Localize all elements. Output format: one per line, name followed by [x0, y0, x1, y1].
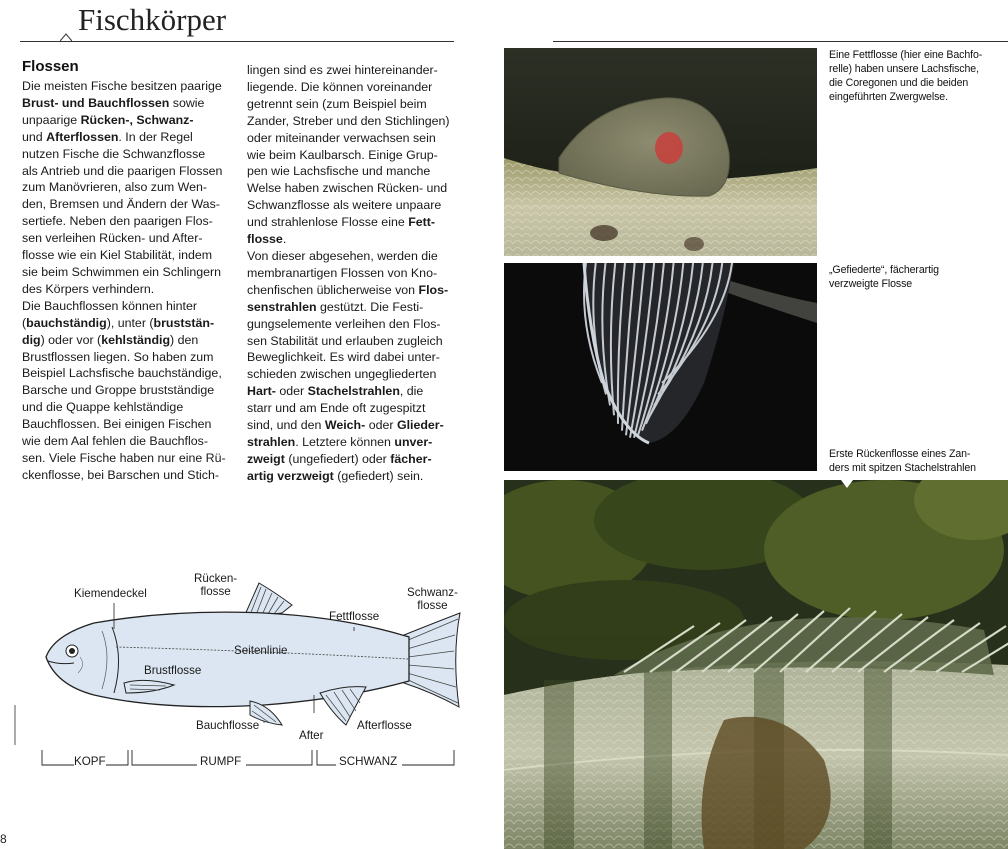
- text-run: des Körpers verhindern.: [22, 281, 155, 296]
- text-line: [22, 264, 237, 281]
- caption-line: eingeführten Zwergwelse.: [829, 91, 948, 103]
- text-run: Beweglichkeit. Es wird dabei unter-: [247, 350, 440, 365]
- text-line: [22, 315, 237, 332]
- text-line: [22, 230, 237, 247]
- text-run: Die meisten Fische besitzen paarige: [22, 79, 222, 93]
- text-line: [22, 179, 237, 196]
- caption-line: ders mit spitzen Stachelstrahlen: [829, 462, 976, 474]
- bold-term: Glieder-: [396, 418, 444, 433]
- text-line: [22, 467, 237, 484]
- text-line: [247, 147, 462, 164]
- bold-term: Flos-: [418, 282, 449, 297]
- text-line: [22, 146, 237, 163]
- header-notch: [60, 32, 72, 44]
- text-run: ) oder vor (: [40, 332, 102, 347]
- photo-zander-dorsal-fin: [504, 480, 1008, 849]
- label-anal-fin: Afterflosse: [357, 719, 412, 732]
- text-run: . In der Regel: [118, 129, 193, 144]
- text-run: , die: [399, 384, 424, 399]
- text-line: [247, 468, 462, 485]
- page-number: 8: [0, 832, 7, 846]
- text-run: (: [22, 315, 27, 330]
- text-line: [247, 265, 462, 282]
- bold-term: senstrahlen: [247, 299, 317, 314]
- text-run: Von dieser abgesehen, werden die: [247, 248, 438, 263]
- text-line: [22, 450, 237, 467]
- bold-term: Hart-: [247, 384, 276, 399]
- label-caudal-fin: Schwanz- flosse: [407, 586, 458, 612]
- text-run: oder: [275, 384, 308, 399]
- text-run: .: [282, 232, 287, 247]
- text-run: als Antrieb und die paarigen Flossen: [22, 163, 223, 178]
- bold-term: Rücken-, Schwanz-: [80, 112, 194, 127]
- label-pelvic-fin: Bauchflosse: [196, 719, 260, 732]
- text-run: schieden zwischen ungegliederten: [247, 367, 437, 382]
- bold-term: bruststän-: [153, 315, 215, 330]
- text-run: (ungefiedert) oder: [284, 451, 391, 466]
- text-line: [22, 332, 237, 349]
- text-run: oder: [365, 418, 397, 433]
- caption-pointer: [817, 270, 827, 280]
- text-line: [247, 130, 462, 147]
- caption-zander-fin: [829, 447, 976, 475]
- text-run: den, Bremsen und Ändern der Was-: [22, 197, 220, 212]
- bold-term: Brust- und Bauchflossen: [22, 95, 170, 110]
- text-column-1: [22, 78, 237, 484]
- bold-term: Fett-: [408, 215, 436, 230]
- text-run: Welse haben zwischen Rücken- und: [247, 181, 448, 196]
- bold-term: dig: [22, 332, 41, 347]
- text-line: [22, 298, 237, 315]
- bold-term: Weich-: [324, 418, 366, 433]
- bold-term: flosse: [247, 232, 283, 247]
- text-run: . Letztere können: [295, 434, 395, 449]
- text-run: sen verleihen Rücken- und After-: [22, 231, 203, 246]
- text-run: oder miteinander verwachsen sein: [247, 130, 436, 145]
- label-dorsal-fin: Rücken- flosse: [194, 572, 238, 598]
- text-run: und: [22, 129, 47, 144]
- text-run: ) den: [170, 332, 199, 347]
- text-line: [22, 213, 237, 230]
- text-run: sertiefe. Neben den paarigen Flos-: [22, 214, 213, 229]
- text-line: [247, 163, 462, 180]
- text-line: [247, 282, 462, 299]
- text-run: ckenflosse, bei Barschen und Stich-: [22, 467, 219, 482]
- text-line: [22, 416, 237, 433]
- label-pectoral-fin: Brustflosse: [144, 664, 202, 677]
- text-run: Die Bauchflossen können hinter: [22, 298, 197, 313]
- caption-line: „Gefiederte“, fächerartig: [829, 264, 939, 276]
- text-line: [247, 417, 462, 434]
- text-run: starr und am Ende oft zugespitzt: [247, 401, 426, 416]
- text-run: und die Quappe kehlständige: [22, 400, 184, 415]
- text-line: [247, 248, 462, 265]
- text-line: [247, 180, 462, 197]
- photo-feathered-fin: [504, 263, 817, 471]
- text-run: Brustflossen liegen. So haben zum: [22, 349, 214, 364]
- text-line: [247, 349, 462, 366]
- text-run: gestützt. Die Festi-: [316, 299, 424, 314]
- caption-adipose-fin: [829, 48, 982, 104]
- label-gill-cover: Kiemendeckel: [74, 587, 147, 600]
- text-line: [247, 62, 462, 79]
- text-run: nutzen Fische die Schwanzflosse: [22, 146, 206, 161]
- text-line: [247, 383, 462, 400]
- text-line: [247, 299, 462, 316]
- text-line: [22, 129, 237, 146]
- text-run: sie beim Schwimmen ein Schlingern: [22, 264, 222, 279]
- photo-adipose-fin: [504, 48, 817, 256]
- text-run: wie beim Kaulbarsch. Einige Grup-: [247, 147, 438, 162]
- text-run: sen. Viele Fische haben nur eine Rü-: [22, 450, 226, 465]
- text-run: flosse wie ein Kiel Stabilität, indem: [22, 248, 213, 263]
- text-run: Barsche und Groppe brustständige: [22, 383, 215, 398]
- text-line: [247, 400, 462, 417]
- text-run: chenfischen üblicherweise von: [247, 282, 419, 297]
- text-line: [22, 196, 237, 213]
- caption-line: verzweigte Flosse: [829, 278, 913, 290]
- caption-line: relle) haben unsere Lachsfische,: [829, 63, 979, 75]
- text-line: [22, 433, 237, 450]
- text-run: lingen sind es zwei hintereinander-: [247, 63, 438, 77]
- text-run: pen wie Lachsfische und manche: [247, 164, 431, 179]
- text-run: (gefiedert) sein.: [333, 468, 424, 483]
- text-line: [247, 96, 462, 113]
- text-run: sen Stabilität und erlauben zugleich: [247, 333, 443, 348]
- text-line: [247, 113, 462, 130]
- text-line: [247, 79, 462, 96]
- header-rule-right: [553, 41, 1008, 42]
- text-line: [247, 316, 462, 333]
- label-anus: After: [299, 729, 324, 742]
- text-line: [22, 78, 237, 95]
- text-line: [22, 112, 237, 129]
- text-run: und strahlenlose Flosse eine: [247, 215, 409, 230]
- text-run: zum Manövrieren, also zum Wen-: [22, 180, 208, 195]
- text-run: Beispiel Lachsfische bauchständige,: [22, 366, 222, 381]
- bold-term: kehlständig: [101, 332, 171, 347]
- bold-term: bauchständig: [26, 315, 107, 330]
- region-tail: SCHWANZ: [339, 755, 398, 768]
- caption-line: die Coregonen und die beiden: [829, 77, 969, 89]
- bold-term: Afterflossen: [46, 129, 119, 144]
- fish-anatomy-diagram: [14, 565, 484, 780]
- bold-term: fächer-: [390, 451, 432, 466]
- text-line: [22, 163, 237, 180]
- text-line: [247, 214, 462, 231]
- header-rule-left: [20, 41, 454, 42]
- caudal-fin: [404, 613, 460, 707]
- text-line: [22, 399, 237, 416]
- text-run: getrennt sein (zum Beispiel beim: [247, 96, 427, 111]
- caption-pointer: [817, 60, 827, 70]
- section-heading: Flossen: [22, 58, 79, 75]
- text-line: [247, 451, 462, 468]
- text-line: [22, 365, 237, 382]
- text-run: Zander, Streber und den Stichlingen): [247, 113, 450, 128]
- text-column-2: [247, 62, 462, 485]
- page-title: Fischkörper: [78, 2, 227, 37]
- text-line: [22, 382, 237, 399]
- bold-term: strahlen: [247, 434, 296, 449]
- text-run: wie dem Aal fehlen die Bauchflos-: [22, 434, 208, 449]
- text-line: [22, 95, 237, 112]
- caption-feathered-fin: [829, 263, 939, 291]
- text-line: [22, 247, 237, 264]
- text-run: Schwanzflosse als weitere unpaare: [247, 198, 442, 213]
- text-line: [247, 333, 462, 350]
- bold-term: unver-: [394, 434, 433, 449]
- label-adipose-fin: Fettflosse: [329, 610, 380, 623]
- text-line: [247, 434, 462, 451]
- text-run: gungselemente verleihen den Flos-: [247, 316, 441, 331]
- text-run: sowie: [169, 95, 205, 110]
- text-run: membranartigen Flossen von Kno-: [247, 265, 438, 280]
- text-run: liegende. Die können voreinander: [247, 79, 433, 94]
- text-run: unpaarige: [22, 112, 81, 127]
- label-lateral-line: Seitenlinie: [234, 644, 288, 657]
- region-trunk: RUMPF: [200, 755, 242, 768]
- bold-term: zweigt: [247, 451, 285, 466]
- text-line: [22, 281, 237, 298]
- bold-term: artig verzweigt: [247, 468, 334, 483]
- text-line: [247, 231, 462, 248]
- text-line: [247, 197, 462, 214]
- caption-line: Eine Fettflosse (hier eine Bachfo-: [829, 49, 983, 61]
- text-line: [247, 366, 462, 383]
- text-run: Bauchflossen. Bei einigen Fischen: [22, 417, 212, 432]
- region-head: KOPF: [74, 755, 106, 768]
- text-run: ), unter (: [106, 315, 154, 330]
- caption-pointer: [841, 480, 853, 489]
- text-run: sind, und den: [247, 418, 325, 433]
- bold-term: Stachelstrahlen: [307, 384, 400, 399]
- caption-line: Erste Rückenflosse eines Zan-: [829, 448, 971, 460]
- text-line: [22, 349, 237, 366]
